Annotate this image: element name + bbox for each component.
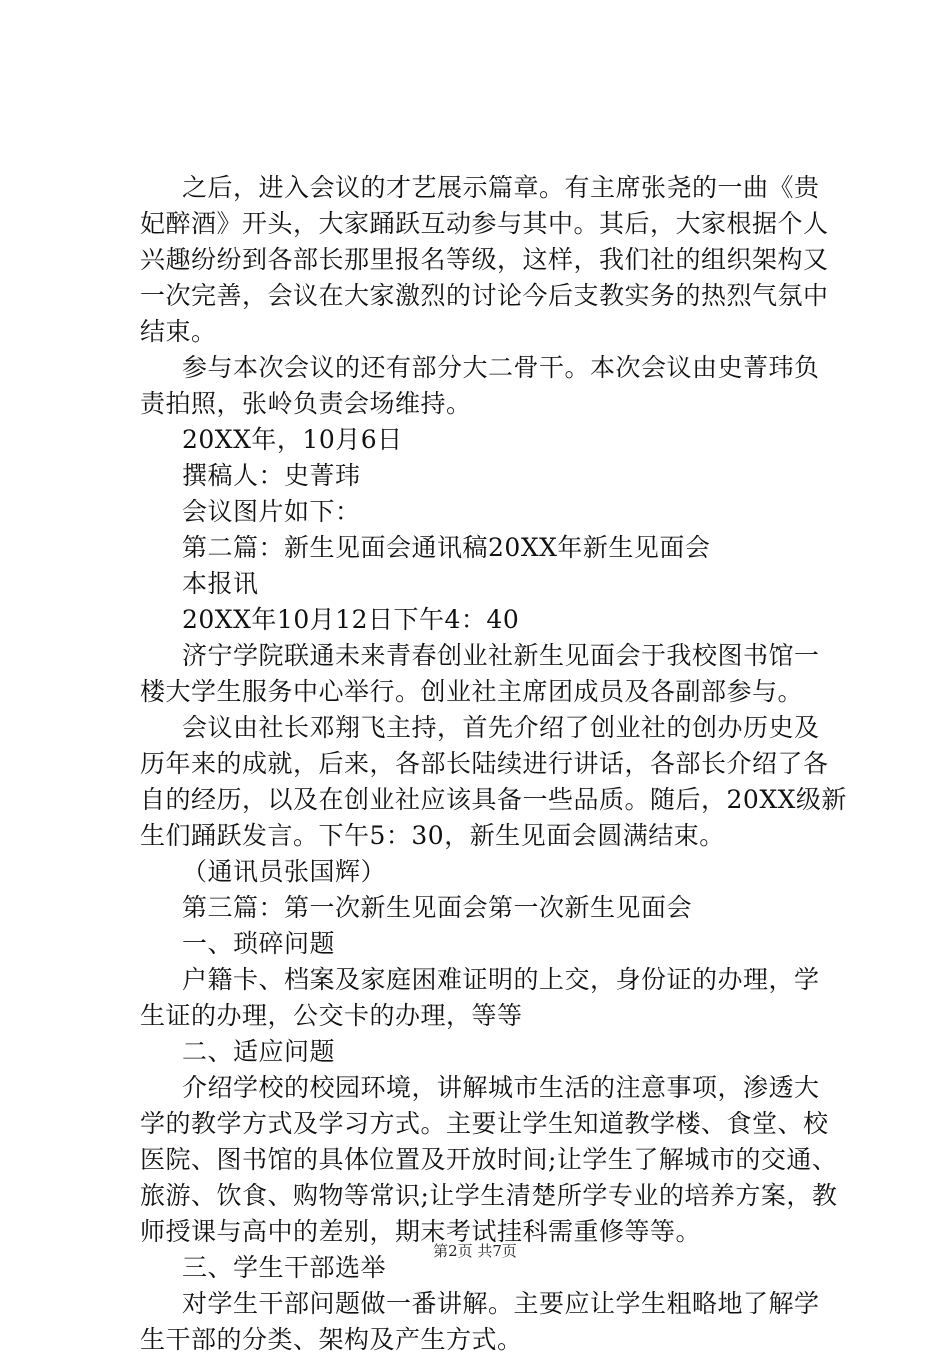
text-line: 历年来的成就，后来，各部长陆续进行讲话，各部长介绍了各: [140, 749, 829, 778]
text-line: 三、学生干部选举: [182, 1253, 387, 1282]
text-line: 撰稿人：史菁玮: [182, 461, 361, 490]
text-line: 本报讯: [182, 569, 259, 598]
text-line: 楼大学生服务中心举行。创业社主席团成员及各副部参与。: [140, 677, 804, 706]
text-line: 会议图片如下：: [182, 497, 361, 526]
text-line: 结束。: [140, 317, 217, 346]
text-line: 一、琐碎问题: [182, 929, 336, 958]
text-line: 之后，进入会议的才艺展示篇章。有主席张尧的一曲《贵: [182, 173, 820, 202]
document-body: [140, 170, 847, 1358]
text-line: 师授课与高中的差别，期末考试挂科需重修等等。: [140, 1217, 702, 1246]
text-line: 医院、图书馆的具体位置及开放时间;让学生了解城市的交通、: [140, 1145, 838, 1174]
text-line: （通讯员张国辉）: [182, 857, 387, 886]
text-line: 第二篇：新生见面会通讯稿20XX年新生见面会: [182, 533, 711, 562]
text-line: 学的教学方式及学习方式。主要让学生知道教学楼、食堂、校: [140, 1109, 829, 1138]
text-line: 生干部的分类、架构及产生方式。: [140, 1325, 523, 1354]
text-line: 生们踊跃发言。下午5：30，新生见面会圆满结束。: [140, 821, 725, 850]
text-line: 介绍学校的校园环境，讲解城市生活的注意事项，渗透大: [182, 1073, 820, 1102]
text-line: 自的经历，以及在创业社应该具备一些品质。随后，20XX级新: [140, 785, 847, 814]
text-line: 第三篇：第一次新生见面会第一次新生见面会: [182, 893, 693, 922]
text-line: 旅游、饮食、购物等常识;让学生清楚所学专业的培养方案，教: [140, 1181, 838, 1210]
text-line: 生证的办理，公交卡的办理，等等: [140, 1001, 523, 1030]
text-line: 户籍卡、档案及家庭困难证明的上交，身份证的办理，学: [182, 965, 820, 994]
text-line: 对学生干部问题做一番讲解。主要应让学生粗略地了解学: [182, 1289, 820, 1318]
text-line: 参与本次会议的还有部分大二骨干。本次会议由史菁玮负: [182, 353, 820, 382]
text-line: 济宁学院联通未来青春创业社新生见面会于我校图书馆一: [182, 641, 820, 670]
text-line: 妃醉酒》开头，大家踊跃互动参与其中。其后，大家根据个人: [140, 209, 829, 238]
text-line: 责拍照，张岭负责会场维持。: [140, 389, 472, 418]
text-line: 20XX年，10月6日: [182, 425, 403, 454]
text-line: 兴趣纷纷到各部长那里报名等级，这样，我们社的组织架构又: [140, 245, 829, 274]
page-footer: 第2页 共7页: [433, 1242, 517, 1260]
text-line: 20XX年10月12日下午4：40: [182, 605, 520, 634]
text-line: 一次完善，会议在大家激烈的讨论今后支教实务的热烈气氛中: [140, 281, 829, 310]
text-line: 会议由社长邓翔飞主持，首先介绍了创业社的创办历史及: [182, 713, 820, 742]
text-line: 二、适应问题: [182, 1037, 336, 1066]
